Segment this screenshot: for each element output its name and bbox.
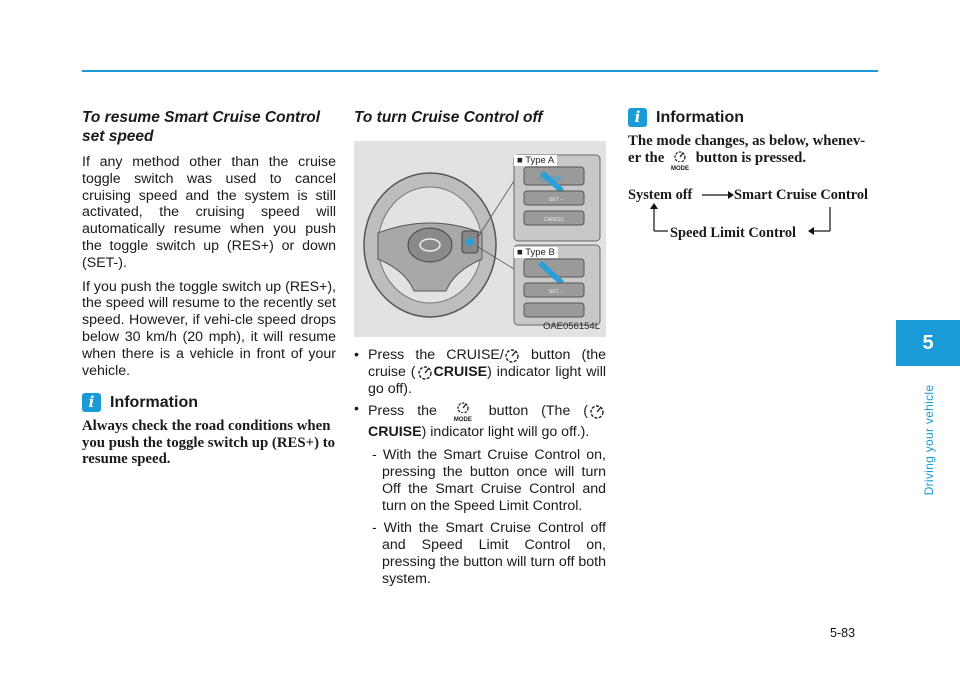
mode-button-icon: MODE (454, 401, 472, 424)
column-middle (354, 108, 606, 592)
cruise-button-label: CRUISE (539, 177, 562, 183)
column-right (628, 108, 878, 251)
bullet-text: ) indicator light will go off.). (421, 424, 590, 441)
page-number: 5-83 (830, 626, 856, 640)
chapter-label: Driving your vehicle (922, 384, 936, 496)
column-left (82, 108, 336, 468)
steering-wheel-figure (354, 141, 606, 337)
set-button-label: SET – (549, 289, 563, 295)
sub-item: - With the Smart Cruise Control off and Speed Limit Control on, pressing the button will turn off both system. (372, 520, 606, 587)
info-icon: i (82, 393, 101, 412)
section-heading-resume: To resume Smart Cruise Control set speed (82, 109, 321, 145)
bullet-text: ) indicator light will go off). (368, 363, 607, 397)
cruise-speedometer-icon (416, 364, 434, 380)
information-heading (82, 393, 336, 412)
type-a-label: ■ Type A (514, 155, 557, 166)
set-button-label: SET – (549, 197, 563, 203)
header-rule (82, 70, 878, 72)
list-item (354, 401, 606, 587)
information-body: The mode changes, as below, whenev-er the MODE button is pressed. (628, 133, 866, 172)
paragraph: If any method other than the cruise toggle switch was used to cancel cruising speed and the system is still activated, the cruising speed will automatically resume when you push the toggle switch up (RES+) or down (SET-). (82, 154, 336, 271)
information-body: Always check the road conditions when you push the toggle switch up (RES+) to resume speed. (82, 418, 336, 468)
information-title: Information (110, 393, 198, 411)
paragraph: If you push the toggle switch up (RES+), the speed will resume to the recently set speed. However, if vehi-cle speed drops below 30 km/h (20 mph), it will resume when there is a vehicle in front of your vehicle. (82, 278, 336, 379)
cruise-indicator-text: CRUISE (368, 424, 422, 441)
bullet-text: Press the (368, 403, 437, 420)
information-heading (628, 108, 878, 127)
mode-cycle-diagram (628, 187, 878, 251)
information-title: Information (656, 108, 744, 126)
cruise-indicator-text: CRUISE (433, 363, 488, 380)
mode-smart-cruise: Smart Cruise Control (734, 186, 869, 203)
type-b-label: ■ Type B (514, 247, 558, 258)
sub-item: - With the Smart Cruise Control on, pressing the button once will turn Off the Smart Cruise Control and turn on the Speed Limit Control. (372, 447, 606, 514)
cancel-button-label: CANCEL (544, 217, 565, 223)
bullet-text: button (The ( (475, 403, 588, 420)
figure-code: OAE056154L (542, 321, 600, 332)
info-icon: i (628, 108, 647, 127)
instruction-list (354, 347, 606, 588)
bullet-text: Press the CRUISE/ (368, 347, 504, 363)
mode-button-icon: MODE (671, 150, 689, 173)
steering-wheel-illustration (354, 141, 606, 337)
chapter-number-tab: 5 (896, 320, 960, 366)
cruise-speedometer-icon (588, 403, 606, 419)
mode-cycle-arrows (628, 187, 878, 251)
list-item (354, 347, 606, 397)
mode-system-off: System off (628, 186, 693, 203)
cruise-speedometer-icon (504, 347, 520, 363)
mode-speed-limit: Speed Limit Control (670, 224, 797, 241)
bullet-text: button (the cruise ( (368, 347, 607, 380)
section-heading-cruise-off: To turn Cruise Control off (354, 109, 543, 126)
